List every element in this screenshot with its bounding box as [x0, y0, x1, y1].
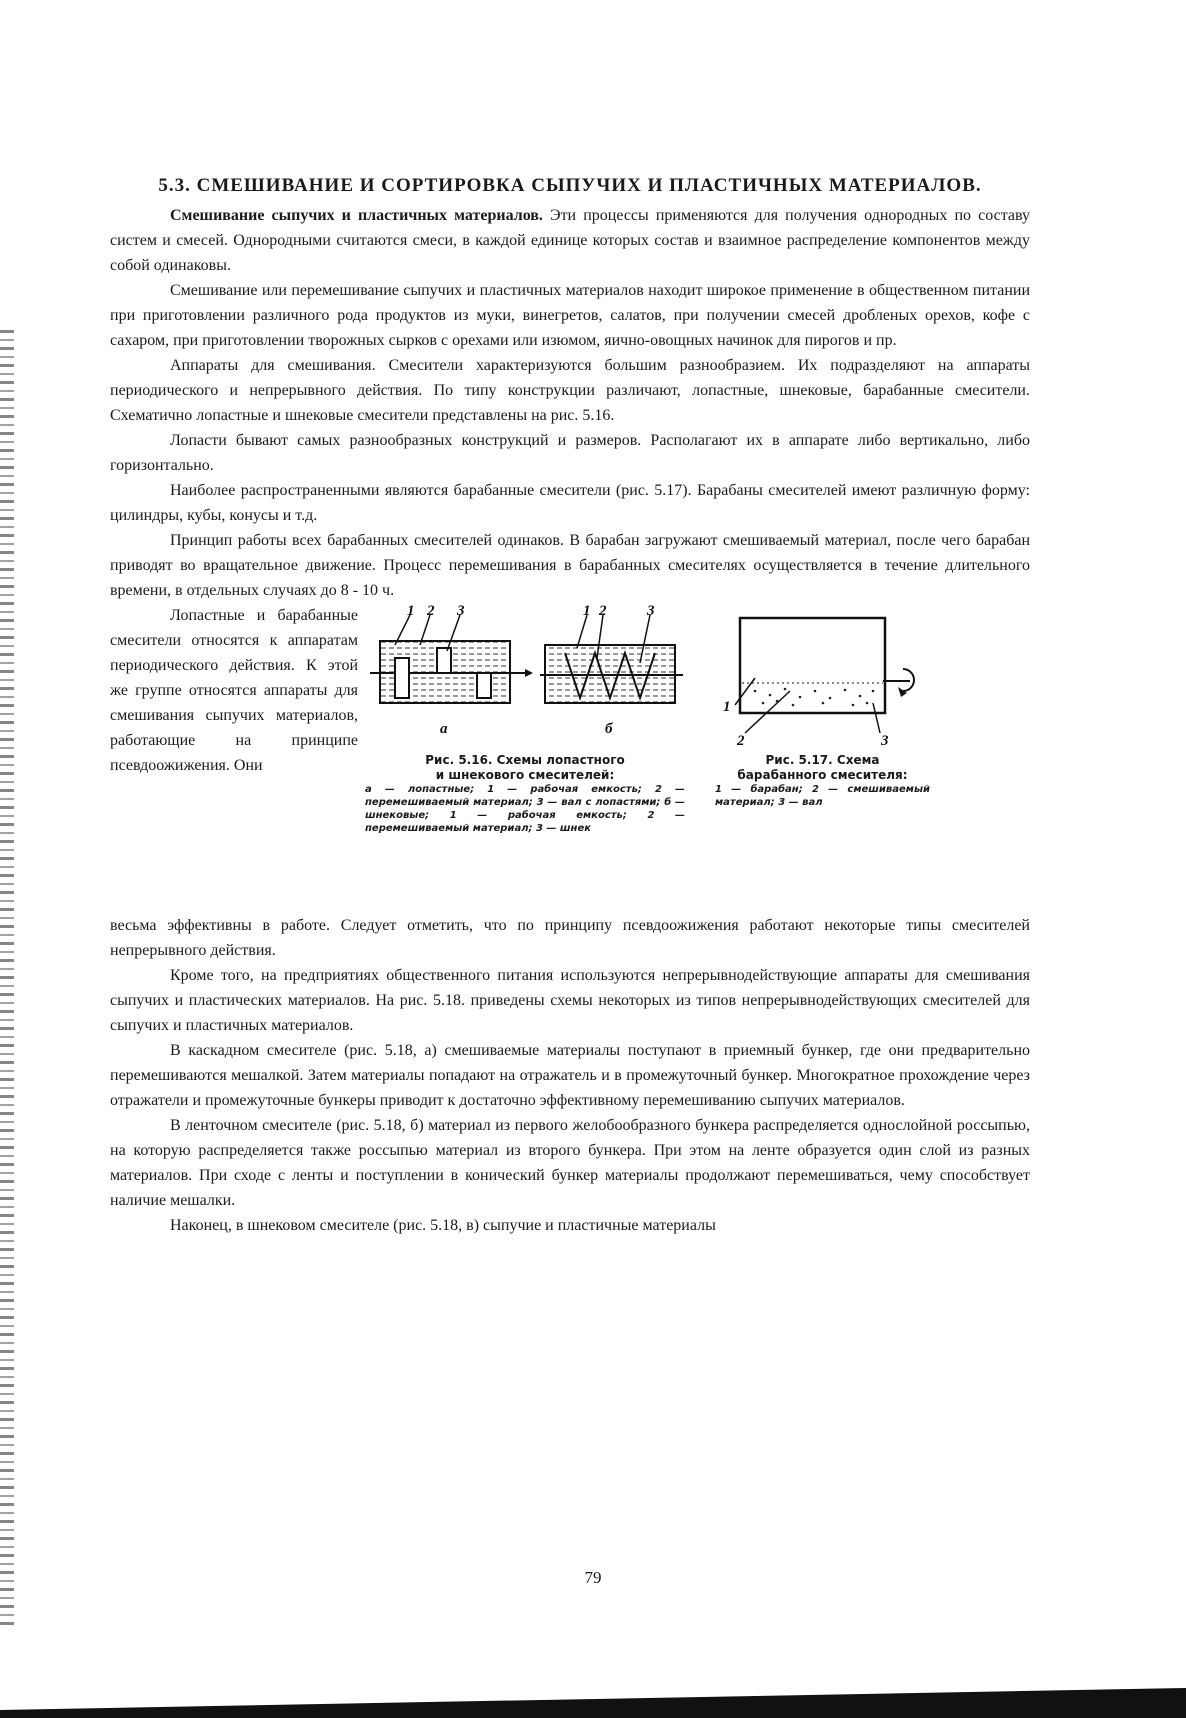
figure-5-16-caption-line1: Рис. 5.16. Схемы лопастного: [425, 753, 625, 767]
paragraph-7: весьма эффективны в работе. Следует отметить, что по принципу псевдоожижения работают некоторые типы смесителей непрерывного действия.: [110, 917, 1030, 959]
figure-5-17-legend: 1 — барабан; 2 — смешиваемый материал; 3 — вал: [715, 784, 930, 808]
figure-wrap-section: [110, 603, 1030, 913]
section-heading: 5.3. СМЕШИВАНИЕ И СОРТИРОВКА СЫПУЧИХ И ПЛАСТИЧНЫХ МАТЕРИАЛОВ.: [158, 175, 982, 196]
paragraph-3: Аппараты для смешивания. Смесители характеризуются большим разнообразием. Их подразделяют на аппараты периодического и непрерывного действия. По типу конструкции различают, лопастные, шнековые, барабанные смесители. Схематично лопастные и шнековые смесители представлены на рис. 5.16.: [110, 357, 1030, 424]
figure-5-17-caption-line1: Рис. 5.17. Схема: [765, 753, 880, 767]
fig517-label-1: 1: [723, 699, 731, 715]
fig516a-label-3: 3: [457, 603, 465, 619]
document-page: [110, 175, 1030, 1238]
drum-mixer-diagram: [735, 618, 914, 733]
fig516-sublabel-a: а: [440, 721, 448, 737]
paddle-mixer-diagram: [370, 615, 533, 703]
paragraph-1-bold-lead: Смешивание сыпучих и пластичных материалов.: [170, 207, 543, 224]
paragraph-1-text: Эти процессы применяются для получения однородных по составу систем и смесей. Однородными считаются смеси, в каждой единице которых состав и взаимное распределение компонентов между собой одинаковы.: [110, 207, 1030, 274]
fig516b-label-3: 3: [647, 603, 655, 619]
fig517-label-2: 2: [737, 733, 745, 749]
screw-mixer-diagram: [540, 615, 683, 703]
figure-5-16-caption-line2: и шнекового смесителей:: [435, 768, 615, 782]
paragraph-wrap: Лопастные и барабанные смесители относятся к аппаратам периодического действия. К этой же группе относятся аппараты для смешивания сыпучих материалов, работающие на принципе псевдоожижения. Они: [110, 607, 358, 774]
wrapped-text-column: [110, 603, 358, 778]
paragraph-6: Принцип работы всех барабанных смесителей одинаков. В барабан загружают смешиваемый материал, после чего барабан приводят во вращательное движение. Процесс перемешивания в барабанных смесителях осуществляется в течение длительного времени, в отдельных случаях до 8 - 10 ч.: [110, 532, 1030, 599]
scan-bottom-shadow: [0, 1658, 1186, 1718]
paragraph-5: Наиболее распространенными являются барабанные смесители (рис. 5.17). Барабаны смесителей имеют различную форму: цилиндры, кубы, конусы и т.д.: [110, 482, 1030, 524]
page-number: 79: [584, 1568, 602, 1587]
figure-5-16-drawing: [365, 603, 685, 753]
paragraph-2: Смешивание или перемешивание сыпучих и пластичных материалов находит широкое применение в общественном питании при приготовлении различного рода продуктов из муки, винегретов, салатов, при получении смесей дробленых орехов, кофе с сахаром, при приготовлении творожных сырков с орехами или изюмом, яично-овощных начинок для пирогов и пр.: [110, 282, 1030, 349]
paragraph-4: Лопасти бывают самых разнообразных конструкций и размеров. Располагают их в аппарате либо вертикально, либо горизонтально.: [110, 432, 1030, 474]
fig516b-label-2: 2: [599, 603, 607, 619]
fig516a-label-1: 1: [407, 603, 415, 619]
scan-edge-artifact: [0, 330, 14, 1630]
paragraph-10: В ленточном смесителе (рис. 5.18, б) материал из первого желобообразного бункера распределяется однослойной россыпью, на которую распределяется также россыпью материал из второго бункера. При этом на ленте образуется один слой из разных материалов. При сходе с ленты и поступлении в конический бункер материалы продолжают перемешиваться, чему способствует наличие мешалки.: [110, 1117, 1030, 1209]
figure-5-17: [715, 603, 930, 809]
fig516-sublabel-b: б: [605, 721, 613, 737]
paragraph-8: Кроме того, на предприятиях общественного питания используются непрерывнодействующие аппараты для смешивания сыпучих и пластических материалов. На рис. 5.18. приведены схемы некоторых из типов непрерывнодействующих смесителей для сыпучих и пластичных материалов.: [110, 967, 1030, 1034]
paragraph-9: В каскадном смесителе (рис. 5.18, а) смешиваемые материалы поступают в приемный бункер, где они предварительно перемешиваются мешалкой. Затем материалы попадают на отражатель и в промежуточный бункер. Многократное прохождение через отражатели и промежуточные бункеры приводит к достаточно эффективному перемешиванию сыпучих материалов.: [110, 1042, 1030, 1109]
figure-5-16: [365, 603, 685, 835]
figure-5-17-drawing: [715, 603, 930, 753]
paragraph-11: Наконец, в шнековом смесителе (рис. 5.18, в) сыпучие и пластичные материалы: [170, 1217, 716, 1234]
fig516a-label-2: 2: [427, 603, 435, 619]
figure-5-17-caption-line2: барабанного смесителя:: [737, 768, 908, 782]
fig517-label-3: 3: [881, 733, 889, 749]
fig516b-label-1: 1: [583, 603, 591, 619]
figure-5-16-legend: а — лопастные; 1 — рабочая емкость; 2 — перемешиваемый материал; 3 — вал с лопастями; б — шнековые; 1 — рабочая емкость; 2 — перемешиваемый материал; 3 — шнек: [365, 784, 685, 834]
paragraph-1: [110, 203, 1030, 278]
